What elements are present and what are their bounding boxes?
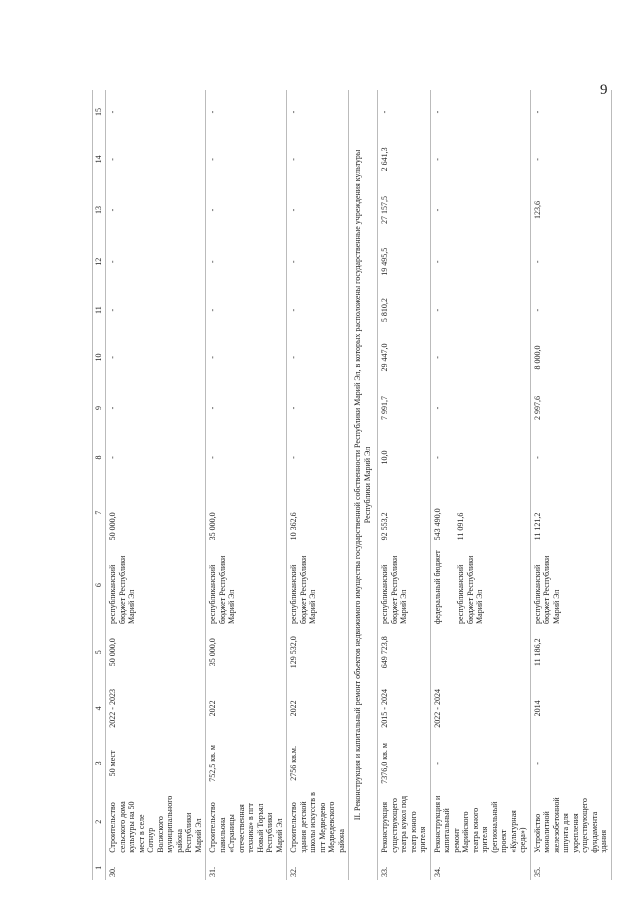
value-v10: 8 000,0 (530, 332, 611, 383)
period: 2022 (287, 678, 349, 740)
column-header: 12 (93, 235, 106, 288)
page-number: 9 (600, 82, 608, 98)
value-v10: - (206, 332, 287, 383)
value-col7-entry: 10 362,6 (289, 512, 298, 541)
table-row (287, 90, 349, 880)
value-col7 (106, 482, 206, 544)
funding-source-entry: республиканский бюджет Республики Марий Эл (208, 555, 236, 624)
funding-source (287, 543, 349, 627)
program-table (92, 90, 612, 880)
column-header: 13 (93, 185, 106, 236)
value-v12: - (430, 235, 530, 288)
value-v9: - (287, 383, 349, 434)
value-v14: - (206, 134, 287, 185)
value-v8: - (106, 433, 206, 481)
period: 2014 (530, 678, 611, 740)
value-v11: - (206, 288, 287, 332)
table-body (93, 90, 612, 880)
estimated-cost (430, 627, 530, 678)
value-v15: - (378, 90, 431, 134)
value-v14: - (106, 134, 206, 185)
value-v10: 29 447,0 (378, 332, 431, 383)
column-header: 7 (93, 482, 106, 544)
capacity: 2756 кв.м. (287, 739, 349, 787)
value-v13: 123,6 (530, 185, 611, 236)
row-number: 35. (530, 856, 611, 880)
column-header: 4 (93, 678, 106, 740)
value-v8: - (530, 433, 611, 481)
value-v13: - (430, 185, 530, 236)
column-header: 3 (93, 739, 106, 787)
value-v9: - (430, 383, 530, 434)
value-col7-entry: 543 490,0 (432, 508, 442, 541)
column-header: 5 (93, 627, 106, 678)
column-header: 11 (93, 288, 106, 332)
object-name: Строительство здания детской школы искусств в пгт Медведево Медведевского района (287, 788, 349, 856)
value-v11: 5 810,2 (378, 288, 431, 332)
value-v13: 27 157,5 (378, 185, 431, 236)
value-v13: - (287, 185, 349, 236)
funding-source-entry: республиканский бюджет Республики Марий Эл (380, 555, 408, 624)
capacity: 752,5 кв. м (206, 739, 287, 787)
value-v8: 10,0 (378, 433, 431, 481)
row-number: 32. (287, 856, 349, 880)
period: 2022 (206, 678, 287, 740)
funding-source (106, 543, 206, 627)
value-v8: - (206, 433, 287, 481)
row-number: 33. (378, 856, 431, 880)
value-v15: - (206, 90, 287, 134)
capacity: - (430, 739, 530, 787)
value-v15: - (287, 90, 349, 134)
table-row (106, 90, 206, 880)
funding-source (430, 543, 530, 627)
estimated-cost: 649 723,8 (378, 627, 431, 678)
value-col7 (378, 482, 431, 544)
value-v11: - (530, 288, 611, 332)
table-row (430, 90, 530, 880)
value-v9: - (106, 383, 206, 434)
estimated-cost: 35 000,0 (206, 627, 287, 678)
estimated-cost: 11 186,2 (530, 627, 611, 678)
value-v11: - (106, 288, 206, 332)
object-name: Реконструкция и капитальный ремонт Марийского театра юного зрителя (региональный проект «Культурная среда») (430, 788, 530, 856)
funding-source-entry: республиканский бюджет Республики Марий Эл (289, 555, 317, 624)
value-col7-entry: 50 000,0 (108, 512, 117, 541)
funding-source (206, 543, 287, 627)
funding-source (530, 543, 611, 627)
value-v9: - (206, 383, 287, 434)
value-v8: - (430, 433, 530, 481)
funding-source-entry: республиканский бюджет Республики Марий Эл (108, 555, 136, 624)
value-v12: - (206, 235, 287, 288)
period: 2022 - 2023 (106, 678, 206, 740)
value-v10: - (287, 332, 349, 383)
value-v12: 19 495,5 (378, 235, 431, 288)
rotated-table-container (92, 90, 608, 880)
row-number: 30. (106, 856, 206, 880)
estimated-cost: 50 000,0 (106, 627, 206, 678)
column-header: 10 (93, 332, 106, 383)
object-name: Строительство сельского дома культуры на 50 мест в селе Сотнур Волжского муниципального района Республики Марий Эл (106, 788, 206, 856)
header-row (93, 90, 106, 880)
column-header: 14 (93, 134, 106, 185)
value-v13: - (106, 185, 206, 236)
value-v14: - (287, 134, 349, 185)
column-header: 8 (93, 433, 106, 481)
capacity: - (530, 739, 611, 787)
value-v10: - (106, 332, 206, 383)
section-row (349, 90, 378, 880)
column-header: 2 (93, 788, 106, 856)
value-v8: - (287, 433, 349, 481)
column-header: 6 (93, 543, 106, 627)
table-row (530, 90, 611, 880)
value-v15: - (530, 90, 611, 134)
value-v12: - (287, 235, 349, 288)
period: 2022 - 2024 (430, 678, 530, 740)
value-col7-entry: 92 553,2 (380, 512, 389, 541)
value-col7-entry: 11 091,6 (456, 512, 465, 541)
value-v9: 2 997,6 (530, 383, 611, 434)
value-v13: - (206, 185, 287, 236)
value-v14: 2 641,3 (378, 134, 431, 185)
object-name: Устройство монолитной железобетонной шпунта для укрепления существующего фундамента здания (530, 788, 611, 856)
section-title: II. Реконструкция и капитальный ремонт объектов недвижимого имущества государственной собственности Республики Марий Эл, в которых расположены государственные учреждения культуры Республики Марий Эл (349, 90, 378, 880)
value-v14: - (530, 134, 611, 185)
funding-source-entry: республиканский бюджет Республики Марий Эл (532, 555, 561, 624)
capacity: 50 мест (106, 739, 206, 787)
value-col7 (206, 482, 287, 544)
value-v12: - (106, 235, 206, 288)
value-col7 (287, 482, 349, 544)
funding-source-entry: республиканский бюджет Республики Марий Эл (456, 555, 484, 624)
column-header: 1 (93, 856, 106, 880)
estimated-cost: 129 532,0 (287, 627, 349, 678)
table-row (206, 90, 287, 880)
column-header: 15 (93, 90, 106, 134)
capacity: 7376,0 кв. м (378, 739, 431, 787)
period: 2015 - 2024 (378, 678, 431, 740)
value-v11: - (430, 288, 530, 332)
object-name: Реконструкция существующего театра кукол под театр юного зрителя (378, 788, 431, 856)
value-col7-entry: 11 121,2 (532, 512, 542, 541)
row-number: 34. (430, 856, 530, 880)
value-v9: 7 991,7 (378, 383, 431, 434)
table-row (378, 90, 431, 880)
object-name: Строительство павильона «Страницы отечественная техника» в пгт Новый Торъял Республики Марий Эл (206, 788, 287, 856)
value-col7 (530, 482, 611, 544)
funding-source (378, 543, 431, 627)
value-v14: - (430, 134, 530, 185)
value-v15: - (106, 90, 206, 134)
column-header: 9 (93, 383, 106, 434)
funding-source-entry: федеральный бюджет (432, 550, 442, 624)
row-number: 31. (206, 856, 287, 880)
value-v10: - (430, 332, 530, 383)
value-col7-entry: 35 000,0 (208, 512, 217, 541)
value-v15: - (430, 90, 530, 134)
value-v12: - (530, 235, 611, 288)
value-v11: - (287, 288, 349, 332)
value-col7 (430, 482, 530, 544)
